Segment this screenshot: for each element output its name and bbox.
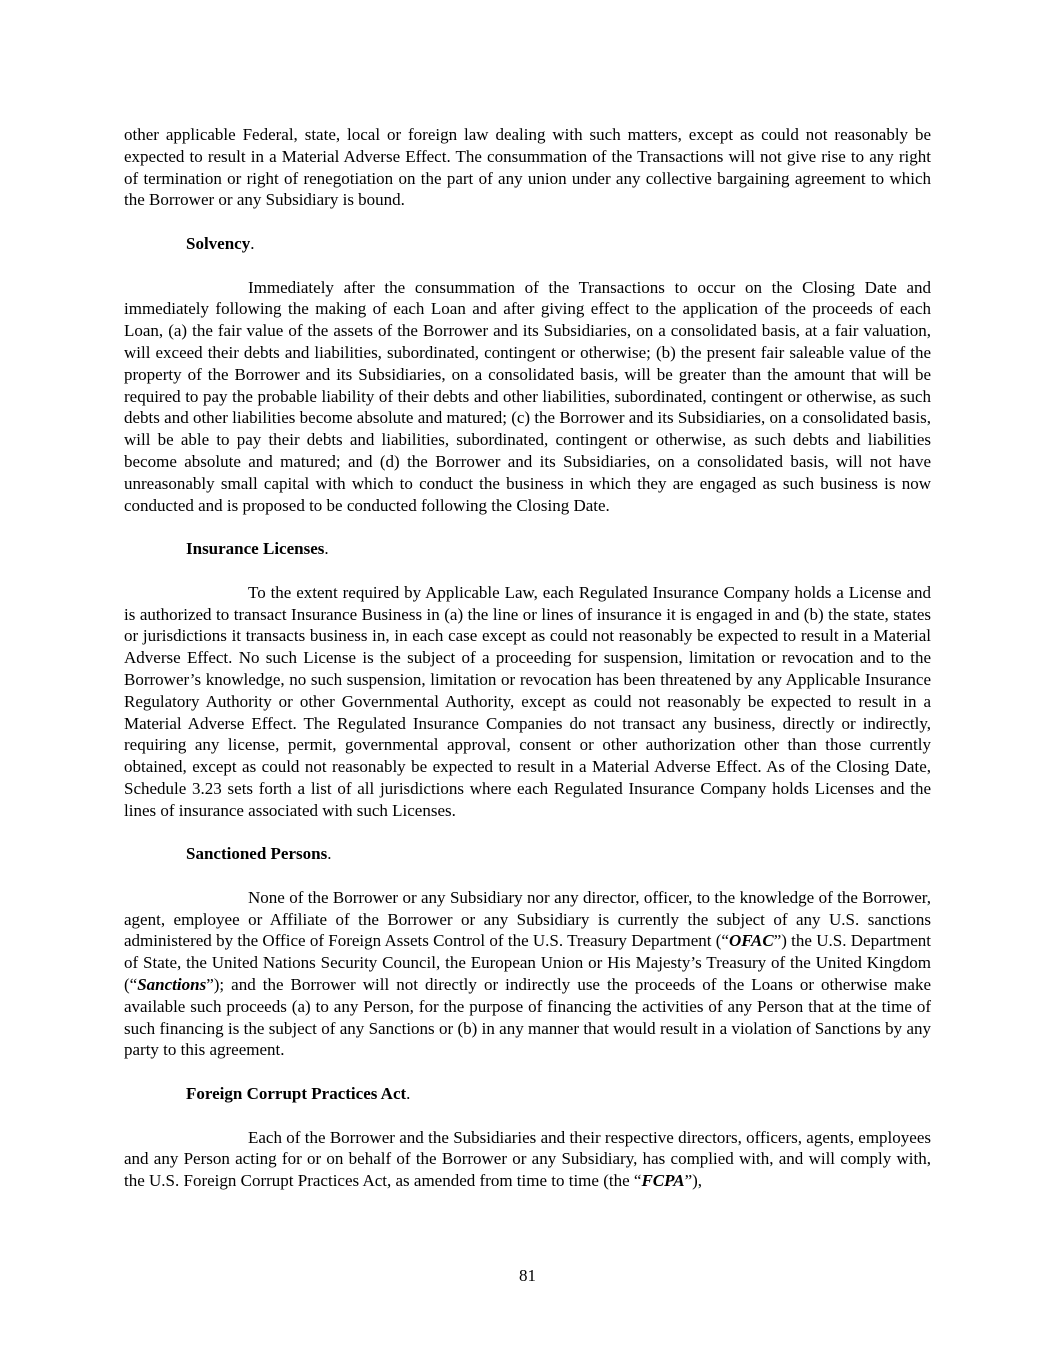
heading-punct: . [250, 233, 255, 253]
heading-text: Foreign Corrupt Practices Act [186, 1084, 407, 1104]
section-heading-insurance-licenses [186, 538, 931, 560]
defined-term-ofac: OFAC [728, 931, 774, 951]
defined-term-fcpa: FCPA [641, 1171, 685, 1191]
page-number: 81 [519, 1266, 536, 1285]
section-body-solvency: Immediately after the consummation of the Transactions to occur on the Closing Date and immediately following the making of each Loan and after giving effect to the application of the proceeds of each Loan, (a) the fair value of the assets of the Borrower and its Subsidiaries, on a consolidated basis, at a fair valuation, will exceed their debts and liabilities, subordinated, contingent or otherwise; (b) the present fair saleable value of the property of the Borrower and its Subsidiaries, on a consolidated basis, will be greater than the amount that will be required to pay the probable liability of their debts and other liabilities, subordinated, contingent or otherwise, as such debts and other liabilities become absolute and matured; (c) the Borrower and its Subsidiaries, on a consolidated basis, will be able to pay their debts and liabilities, subordinated, contingent or otherwise, as such debts and liabilities become absolute and matured; and (d) the Borrower and its Subsidiaries, on a consolidated basis, will not have unreasonably small capital with which to conduct the business in which they are engaged as such business is now conducted and is proposed to be conducted following the Closing Date. [124, 277, 931, 515]
section-heading-sanctioned-persons [186, 843, 931, 865]
defined-term-sanctions: Sanctions [137, 975, 207, 995]
heading-text: Insurance Licenses [186, 539, 325, 559]
heading-text: Sanctioned Persons [186, 844, 328, 864]
section-heading-fcpa [186, 1083, 931, 1105]
section-body-sanctioned-persons [124, 887, 931, 1061]
section-body-fcpa [124, 1127, 931, 1192]
continuation-paragraph: other applicable Federal, state, local or foreign law dealing with such matters, except as could not reasonably be expected to result in a Material Adverse Effect. The consummation of the Transactions will not give rise to any right of termination or right of renegotiation on the part of any union under any collective bargaining agreement to which the Borrower or any Subsidiary is bound. [124, 125, 931, 210]
section-body-insurance-licenses: To the extent required by Applicable Law, each Regulated Insurance Company holds a License and is authorized to transact Insurance Business in (a) the line or lines of insurance it is engaged in and (b) the state, states or jurisdictions it transacts business in, in each case except as could not reasonably be expected to result in a Material Adverse Effect. No such License is the subject of a proceeding for suspension, limitation or revocation and to the Borrower’s knowledge, no such suspension, limitation or revocation has been threatened by any Applicable Insurance Regulatory Authority or other Governmental Authority, except as could not reasonably be expected to result in a Material Adverse Effect. The Regulated Insurance Companies do not transact any business, directly or indirectly, requiring any license, permit, governmental approval, consent or other authorization other than those currently obtained, except as could not reasonably be expected to result in a Material Adverse Effect. As of the Closing Date, Schedule 3.23 sets forth a list of all jurisdictions where each Regulated Insurance Company holds Licenses and the lines of insurance associated with such Licenses. [124, 582, 931, 820]
body-text: Each of the Borrower and the Subsidiaries and their respective directors, officers, agents, employees and any Person acting for or on behalf of the Borrower or any Subsidiary, has complied with, and will comply with, the U.S. Foreign Corrupt Practices Act, as amended from time to time (the “ [124, 1127, 931, 1191]
body-text: ”) the U.S. Department of State, the United Nations Security Council, the European Union or His Majesty’s Treasury of the United Kingdom (“ [124, 931, 931, 995]
body-text: None of the Borrower or any Subsidiary nor any director, officer, to the knowledge of the Borrower, agent, employee or Affiliate of the Borrower or any Subsidiary is currently the subject of any U.S. sanctions administered by the Office of Foreign Assets Control of the U.S. Treasury Department (“ [124, 887, 931, 951]
document-page [124, 124, 931, 1192]
heading-text: Solvency [186, 233, 251, 253]
heading-punct: . [324, 539, 329, 559]
body-text: ”); and the Borrower will not directly or indirectly use the proceeds of the Loans or otherwise make available such proceeds (a) to any Person, for the purpose of financing the activities of any Person that at the time of such financing is the subject of any Sanctions or (b) in any manner that would result in a violation of Sanctions by any party to this agreement. [124, 975, 931, 1060]
body-text: ”), [684, 1171, 703, 1191]
section-heading-solvency [186, 233, 931, 255]
heading-punct: . [406, 1084, 411, 1104]
heading-punct: . [327, 844, 332, 864]
